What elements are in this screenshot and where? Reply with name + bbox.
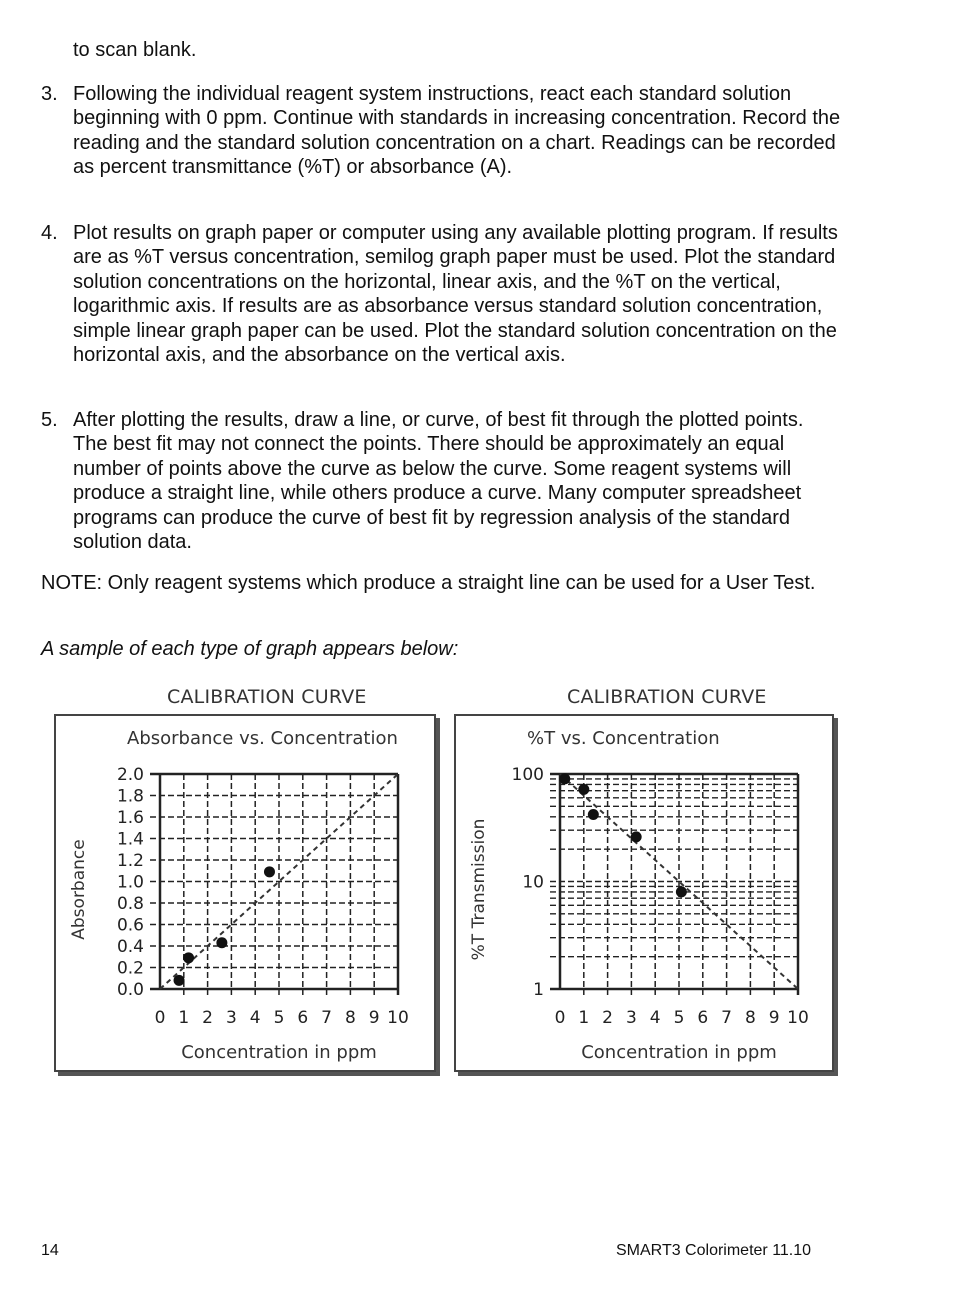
page-number: 14	[41, 1242, 59, 1259]
chart-1-x-tick-label: 8	[344, 1008, 356, 1028]
chart-2-x-tick-label: 10	[787, 1008, 809, 1028]
chart-1-x-tick-label: 5	[273, 1008, 285, 1028]
chart-2-title: CALIBRATION CURVE	[567, 686, 767, 708]
chart-1-y-tick-label: 0.6	[116, 915, 144, 936]
chart-1-x-tick-label: 0	[154, 1008, 166, 1028]
chart-1-x-tick-label: 4	[249, 1008, 261, 1028]
chart-1-x-tick-label: 3	[225, 1008, 237, 1028]
step-5-number: 5.	[41, 409, 58, 431]
chart-2-data-point	[578, 784, 589, 795]
footer-product: SMART3 Colorimeter 11.10	[616, 1242, 812, 1259]
chart-1-data-point	[216, 937, 227, 948]
chart-2-y-tick-label: 10	[522, 872, 544, 893]
step-3-number: 3.	[41, 83, 58, 105]
chart-2-x-tick-label: 1	[578, 1008, 590, 1028]
chart-2-y-axis-label: %T Transmission	[469, 818, 489, 961]
chart-2-data-point	[559, 773, 570, 784]
chart-2-x-tick-label: 4	[649, 1008, 661, 1028]
chart-2-transmittance	[454, 714, 834, 1072]
chart-2-data-point	[588, 809, 599, 820]
chart-1-y-tick-label: 2.0	[116, 765, 144, 785]
chart-2-data-point	[676, 886, 687, 897]
chart-1-x-tick-label: 7	[321, 1008, 333, 1028]
note-text: NOTE: Only reagent systems which produce a straight line can be used for a User Test.	[41, 572, 816, 594]
chart-1-y-tick-label: 1.2	[116, 851, 144, 871]
chart-1-x-tick-label: 9	[368, 1008, 380, 1028]
chart-1-y-tick-label: 1.6	[116, 808, 144, 828]
sample-caption: A sample of each type of graph appears below:	[41, 638, 459, 660]
chart-2-svg	[456, 716, 832, 1070]
chart-1-x-axis-label: Concentration in ppm	[181, 1042, 377, 1063]
chart-1-data-point	[264, 866, 275, 877]
step-4-text: Plot results on graph paper or computer using any available plotting program. If results are as %T versus concentration, semilog graph paper must be used. Plot the standard solution concentrations on the horizontal, linear axis, and the %T on the vertical, logarithmic axis. If results are as absorbance versus standard solution concentration, simple linear graph paper can be used. Plot the standard solution concentration on the horizontal axis, and the absorbance on the vertical axis.	[73, 222, 838, 367]
chart-2-y-tick-label: 100	[511, 765, 544, 785]
chart-2-x-tick-label: 2	[602, 1008, 614, 1028]
chart-2-x-tick-label: 7	[721, 1008, 733, 1028]
chart-1-absorbance	[54, 714, 436, 1072]
chart-1-x-tick-label: 1	[178, 1008, 190, 1028]
chart-1-data-point	[183, 952, 194, 963]
chart-2-subtitle: %T vs. Concentration	[527, 728, 720, 749]
chart-1-y-tick-label: 1.8	[116, 786, 144, 807]
chart-1-subtitle: Absorbance vs. Concentration	[127, 728, 398, 749]
chart-1-y-tick-label: 1.4	[116, 829, 144, 850]
chart-1-y-tick-label: 1.0	[116, 872, 144, 893]
chart-1-data-point	[174, 975, 185, 986]
chart-1-title: CALIBRATION CURVE	[167, 686, 367, 708]
chart-1-y-tick-label: 0.4	[116, 937, 144, 957]
chart-1-x-tick-label: 10	[387, 1008, 409, 1028]
step-3-text: Following the individual reagent system instructions, react each standard solution beginning with 0 ppm. Continue with standards in increasing concentration. Record the reading and the standard solution concentration on a chart. Readings can be recorded as percent transmittance (%T) or absorbance (A).	[73, 83, 841, 179]
chart-2-x-tick-label: 5	[673, 1008, 685, 1028]
chart-1-x-tick-label: 6	[297, 1008, 309, 1028]
chart-2-x-tick-label: 8	[744, 1008, 756, 1028]
step-5-text: After plotting the results, draw a line, or curve, of best fit through the plotted points. The best fit may not connect the points. There should be approximately an equal number of points above the curve as below the curve. Some reagent systems will produce a straight line, while others produce a curve. Many computer spreadsheet programs can produce the curve of best fit by regression analysis of the standard solution data.	[73, 409, 804, 554]
chart-2-x-tick-label: 0	[554, 1008, 566, 1028]
chart-1-y-tick-label: 0.0	[116, 980, 144, 1000]
chart-2-x-tick-label: 6	[697, 1008, 709, 1028]
chart-2-y-tick-label: 1	[533, 980, 544, 1000]
step-4-number: 4.	[41, 222, 58, 244]
chart-1-y-tick-label: 0.8	[116, 894, 144, 914]
chart-1-svg	[56, 716, 434, 1070]
chart-1-x-tick-label: 2	[202, 1008, 214, 1028]
chart-1-y-tick-label: 0.2	[116, 958, 144, 979]
chart-1-y-axis-label: Absorbance	[69, 839, 89, 940]
chart-2-data-point	[631, 831, 642, 842]
chart-2-x-axis-label: Concentration in ppm	[581, 1042, 777, 1063]
chart-2-x-tick-label: 3	[625, 1008, 637, 1028]
chart-2-x-tick-label: 9	[768, 1008, 780, 1028]
intro-text: to scan blank.	[73, 39, 197, 61]
